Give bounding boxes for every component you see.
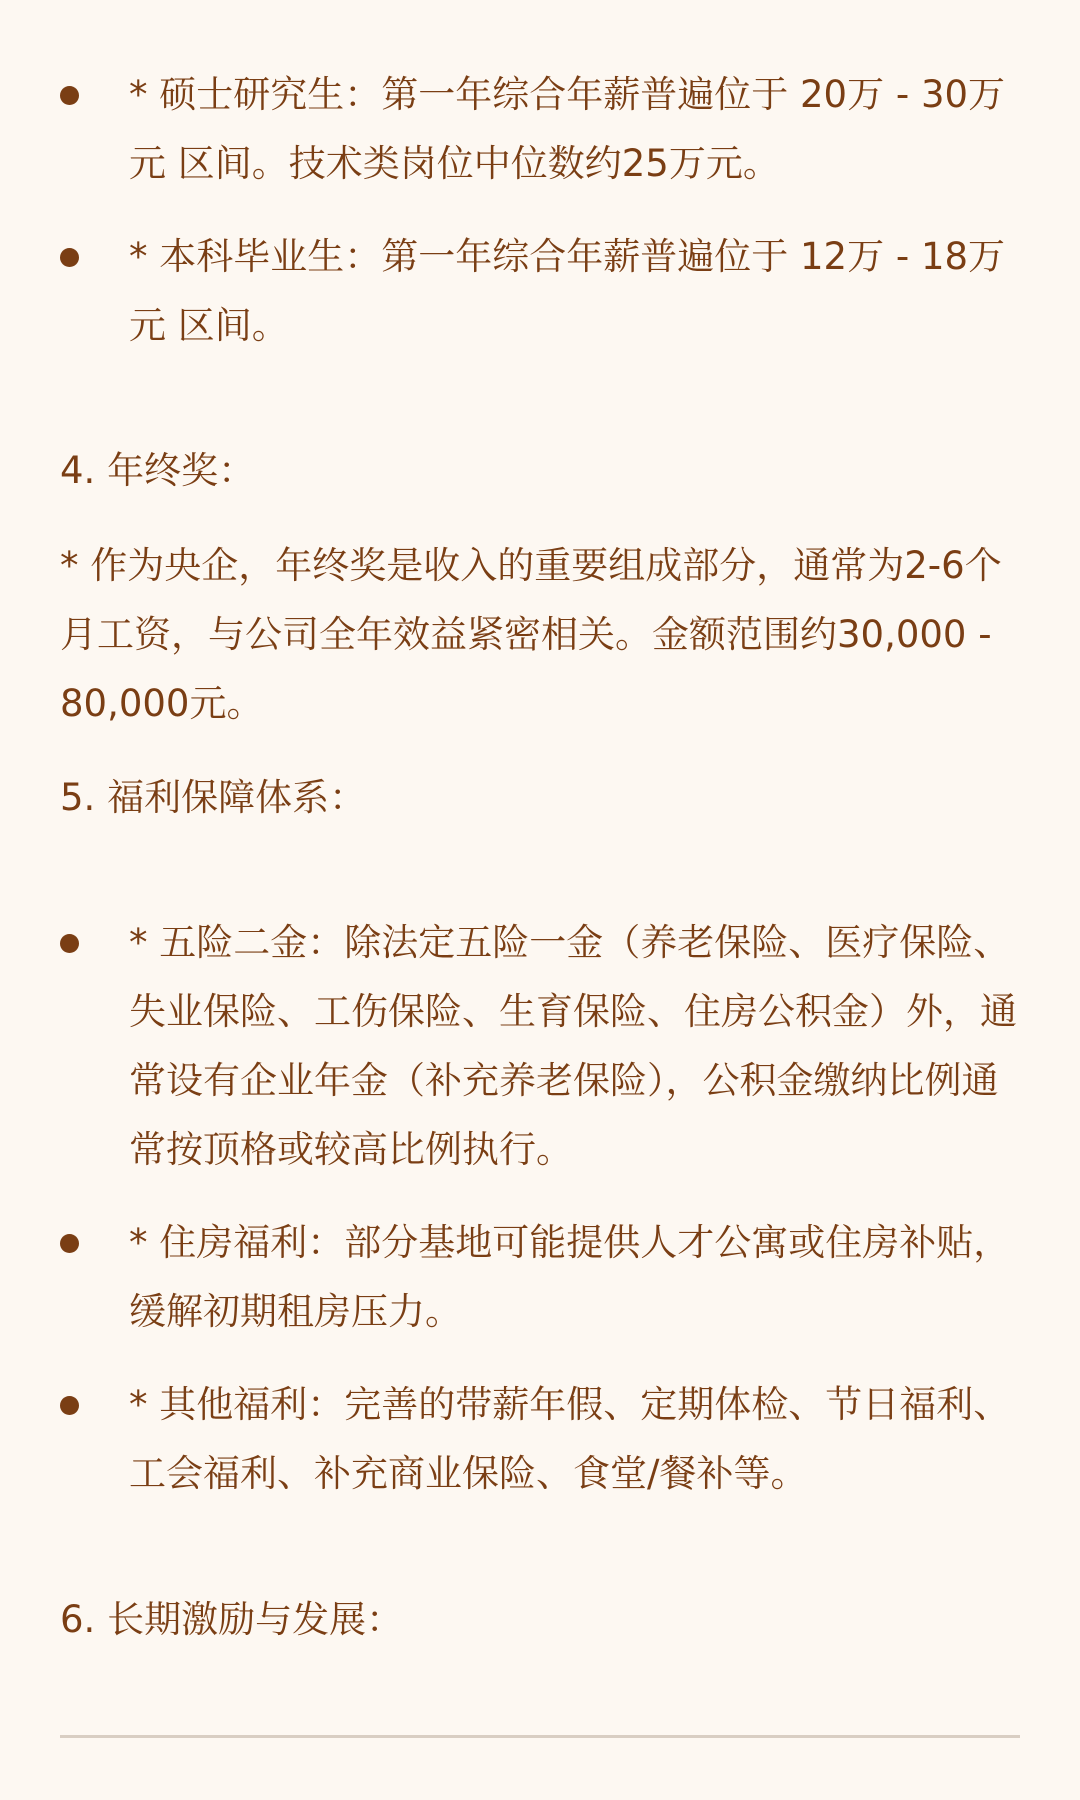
list-item-masters bbox=[0, 60, 1080, 198]
bullet-icon bbox=[60, 1396, 79, 1415]
list-item-bachelors bbox=[0, 222, 1080, 360]
divider bbox=[60, 1735, 1020, 1738]
list-item-text: * 住房福利：部分基地可能提供人才公寓或住房补贴，缓解初期租房压力。 bbox=[129, 1221, 1011, 1333]
section-body: * 作为央企，年终奖是收入的重要组成部分，通常为2-6个月工资，与公司全年效益紧密相关。金额范围约30,000 - 80,000元。 bbox=[60, 544, 1002, 725]
section-heading: 5. 福利保障体系： bbox=[60, 776, 367, 819]
bullet-icon bbox=[60, 934, 79, 953]
list-item-housing bbox=[0, 1208, 1080, 1346]
list-item-text: * 其他福利：完善的带薪年假、定期体检、节日福利、工会福利、补充商业保险、食堂/餐补等。 bbox=[129, 1383, 1011, 1495]
list-item-text: * 本科毕业生：第一年综合年薪普遍位于 12万 - 18万元 区间。 bbox=[129, 235, 1006, 347]
section-long-term bbox=[0, 1585, 1080, 1654]
list-item-text: * 硕士研究生：第一年综合年薪普遍位于 20万 - 30万元 区间。技术类岗位中位数约25万元。 bbox=[129, 73, 1006, 185]
list-item-text: * 五险二金：除法定五险一金（养老保险、医疗保险、失业保险、工伤保险、生育保险、住房公积金）外，通常设有企业年金（补充养老保险），公积金缴纳比例通常按顶格或较高比例执行。 bbox=[129, 921, 1017, 1171]
list-item-insurance bbox=[0, 908, 1080, 1184]
section-heading: 4. 年终奖： bbox=[60, 449, 256, 492]
bullet-icon bbox=[60, 86, 79, 105]
benefits-list bbox=[0, 908, 1080, 1508]
bullet-icon bbox=[60, 248, 79, 267]
list-item-other-benefits bbox=[0, 1370, 1080, 1508]
section-year-end-bonus bbox=[0, 436, 1080, 738]
section-heading: 6. 长期激励与发展： bbox=[60, 1598, 404, 1641]
section-benefits bbox=[0, 763, 1080, 1532]
salary-list bbox=[0, 60, 1080, 384]
bullet-icon bbox=[60, 1234, 79, 1253]
